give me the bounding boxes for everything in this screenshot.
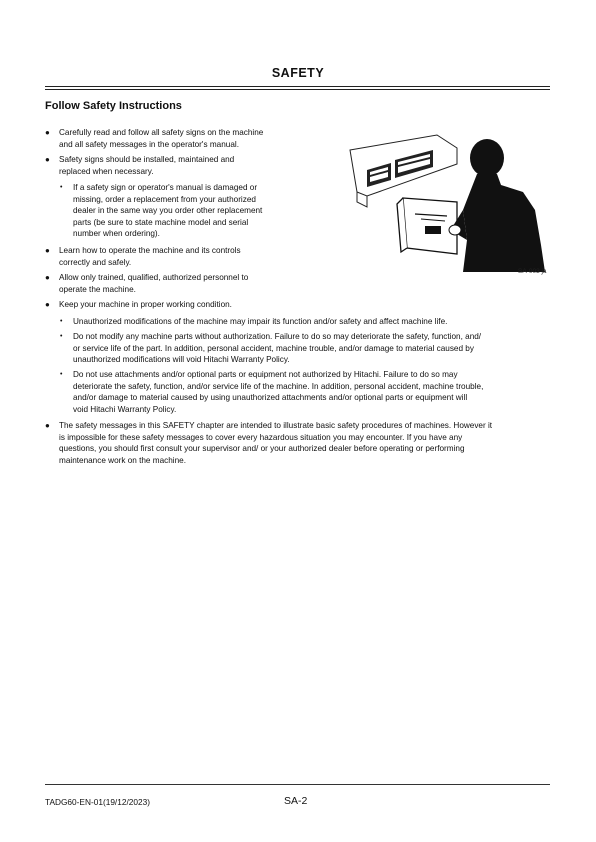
header-rule-thin [45, 89, 550, 90]
sub-bullet-text: Do not use attachments and/or optional parts or equipment not authorized by Hitachi. Failure to do so may deteriorate the safety, function, and/or service life of the machine. In addition, personal accident, machine trouble, and/or damage to material caused by using unauthorized attachments and/or optional parts or equipment will void Hitachi Warranty Policy. [73, 370, 484, 414]
bullet-marker: ● [45, 421, 50, 430]
bullet-text: Keep your machine in proper working condition. [59, 300, 232, 309]
figure-caption: SA-003 ja [518, 268, 547, 275]
bullet-marker: ● [45, 300, 50, 309]
safety-illustration [345, 130, 553, 272]
sub-bullet-marker: • [60, 371, 63, 378]
sub-bullet-marker: • [60, 333, 63, 340]
bullet-marker: ● [45, 273, 50, 282]
bullet-text: Allow only trained, qualified, authorized personnel to operate the machine. [59, 273, 249, 294]
bullet-text: Carefully read and follow all safety signs on the machine and all safety messages in the operator's manual. [59, 128, 264, 149]
sub-bullet-marker: • [60, 184, 63, 191]
document-id: TADG60-EN-01(19/12/2023) [45, 797, 150, 807]
bullet-text: Learn how to operate the machine and its controls correctly and safely. [59, 246, 241, 267]
sub-bullet-text: Do not modify any machine parts without authorization. Failure to do so may deteriorate the safety, function, and/ or service life of the part. In addition, personal accident, machine trouble, and/or damage to material caused by unauthorized modifications will void Hitachi Warranty Policy. [73, 332, 482, 365]
section-title: Follow Safety Instructions [45, 100, 182, 112]
sub-bullet-marker: • [60, 318, 63, 325]
header-rule-thick [45, 86, 550, 87]
page-number: SA-2 [284, 795, 308, 807]
person-reading-manual-icon [345, 130, 553, 272]
bullet-text: The safety messages in this SAFETY chapter are intended to illustrate basic safety procedures of machines. However it is impossible for these safety messages to cover every hazardous situation you may encounter. If you have any questions, you should first consult your supervisor and/ or your authorized dealer before operating or performing maintenance work on the machine. [59, 421, 493, 465]
footer-rule [45, 784, 550, 785]
sub-bullet-text: Unauthorized modifications of the machine may impair its function and/or safety and affect machine life. [73, 317, 448, 326]
page-header-title: SAFETY [271, 66, 325, 80]
bullet-marker: ● [45, 155, 50, 164]
bullet-marker: ● [45, 246, 50, 255]
bullet-marker: ● [45, 128, 50, 137]
bullet-text: Safety signs should be installed, maintained and replaced when necessary. [59, 155, 235, 176]
sub-bullet-text: If a safety sign or operator's manual is damaged or missing, order a replacement from your authorized dealer in the same way you order other replacement parts (be sure to state machine model and serial number when ordering). [73, 183, 263, 239]
